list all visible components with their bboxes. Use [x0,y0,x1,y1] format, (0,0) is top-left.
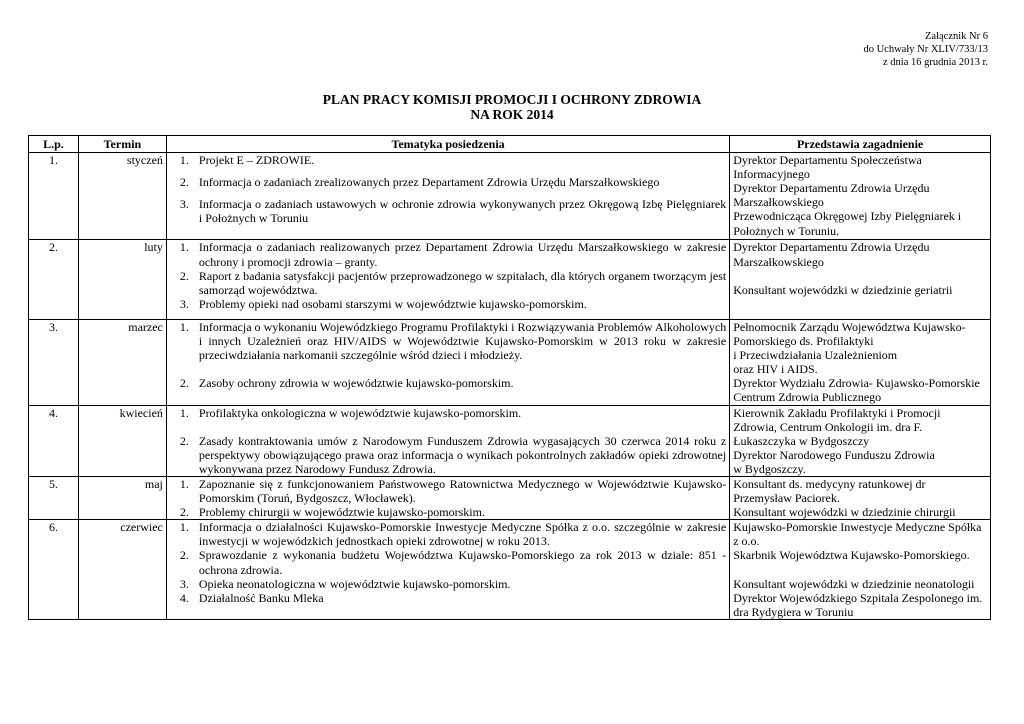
row-presenters [730,405,991,476]
list-item: 2. Raport z badania satysfakcji pacjentów przeprowadzonego w szpitalach, dla których organem tworzącym jest samorząd województwa. [179,268,727,297]
annex-number: Załącznik Nr 6 [925,31,988,42]
list-item: 1. Informacja o działalności Kujawsko-Pomorskie Inwestycje Medyczne Spółka z o.o. szczególnie w zakresie inwestycji w wojewódzkich jednostkach opieki zdrowotnej w roku 2013. [179,520,727,549]
row-topics [166,405,729,476]
annex-reference [863,30,988,69]
row-term: styczeń [78,153,166,240]
row-topics [166,240,729,319]
row-presenters [730,520,991,620]
presenter: i Przeciwdziałania Uzależnieniom [733,348,898,363]
presenter: Konsultant wojewódzki w dziedzinie geriatrii [733,282,953,297]
row-term: kwiecień [78,405,166,476]
list-item: 3. Informacja o zadaniach ustawowych w ochronie zdrowia wykonywanych przez Okręgową Izbę Pielęgniarek i Położnych w Toruniu [179,197,727,226]
row-number: 4. [29,405,79,476]
list-item: 2. Zasady kontraktowania umów z Narodowym Funduszem Zdrowia wygasających 30 czerwca 2014 roku z perspektywy obowiązującego prawa oraz informacja o wynikach pokontrolnych zakładów opieki zdrowotnej wykonywana przez Narodowy Fundusz Zdrowia. [179,433,727,476]
presenter: Dyrektor Wojewódzkiego Szpitala Zespolonego im. dra Rydygiera w Toruniu [733,590,983,619]
list-item: 3. Opieka neonatologiczna w województwie kujawsko-pomorskim. [179,576,511,591]
row-term: czerwiec [78,520,166,620]
annex-resolution: do Uchwały Nr XLIV/733/13 [863,44,988,55]
presenter: Dyrektor Departamentu Społeczeństwa Informacyjnego [733,153,922,182]
table-row [29,405,991,476]
row-topics [166,520,729,620]
row-presenters [730,240,991,319]
row-number: 2. [29,240,79,319]
row-number: 1. [29,153,79,240]
work-plan-table [28,135,991,620]
row-number: 6. [29,520,79,620]
row-number: 5. [29,476,79,519]
table-row [29,240,991,319]
list-item: 3. Problemy opieki nad osobami starszymi w województwie kujawsko-pomorskim. [179,296,587,311]
list-item: 1. Informacja o zadaniach realizowanych przez Departament Zdrowia Urzędu Marszałkowskiego w zakresie ochrony i promocji zdrowia – granty. [179,240,727,269]
presenter: Konsultant ds. medycyny ratunkowej dr Przemysław Paciorek. [733,476,926,506]
list-item: 2. Zasoby ochrony zdrowia w województwie kujawsko-pomorskim. [179,376,514,391]
title-line-2: NA ROK 2014 [470,107,554,122]
row-topics [166,153,729,240]
header-lp: L.p. [29,136,79,153]
page-title [0,92,1024,122]
presenter: Dyrektor Narodowego Funduszu Zdrowia [733,447,935,462]
presenter: Dyrektor Wydziału Zdrowia- Kujawsko-Pomorskie Centrum Zdrowia Publicznego [733,376,980,405]
presenter: Konsultant wojewódzki w dziedzinie neonatologii [733,576,975,591]
row-number: 3. [29,319,79,405]
table-row [29,319,991,405]
row-presenters [730,153,991,240]
annex-date: z dnia 16 grudnia 2013 r. [883,57,988,68]
table-row [29,520,991,620]
presenter: Dyrektor Departamentu Zdrowia Urzędu Marszałkowskiego [733,240,930,269]
list-item: 1. Profilaktyka onkologiczna w województwie kujawsko-pomorskim. [179,405,522,420]
row-presenters [730,476,991,519]
list-item: 2. Problemy chirurgii w województwie kujawsko-pomorskim. [179,505,485,520]
presenter: Kierownik Zakładu Profilaktyki i Promocji Zdrowia, Centrum Onkologii im. dra F. Łukaszczyka w Bydgoszczy [733,405,941,448]
row-term: luty [78,240,166,319]
title-line-1: PLAN PRACY KOMISJI PROMOCJI I OCHRONY ZDROWIA [322,92,702,107]
list-item: 2. Sprawozdanie z wykonania budżetu Województwa Kujawsko-Pomorskiego za rok 2013 w dziale: 851 - ochrona zdrowia. [179,548,727,577]
list-item: 1. Projekt E – ZDROWIE. [179,153,315,168]
table-header-row [29,136,991,153]
list-item: 1. Informacja o wykonaniu Wojewódzkiego Programu Profilaktyki i Rozwiązywania Problemów Alkoholowych i innych Uzależnień oraz HIV/AIDS w Województwie Kujawsko-Pomorskim w 2013 roku w zakresie przeciwdziałania narkomanii szczególnie wśród dzieci i młodzieży. [179,319,727,363]
list-item: 4. Działalność Banku Mleka [179,590,324,605]
list-item: 1. Zapoznanie się z funkcjonowaniem Państwowego Ratownictwa Medycznego w Województwie Kujawsko-Pomorskim (Toruń, Bydgoszcz, Włocławek). [179,476,727,506]
header-term: Termin [78,136,166,153]
presenter: Pełnomocnik Zarządu Województwa Kujawsko-Pomorskiego ds. Profilaktyki [733,319,966,349]
row-term: marzec [78,319,166,405]
row-topics [166,476,729,519]
presenter: Kujawsko-Pomorskie Inwestycje Medyczne Spółka z o.o. [733,520,982,549]
presenter: Przewodnicząca Okręgowej Izby Pielęgniarek i Położnych w Toruniu. [733,209,962,238]
presenter: w Bydgoszczy. [733,461,806,476]
list-item: 2. Informacja o zadaniach zrealizowanych przez Departament Zdrowia Urzędu Marszałkowskiego [179,175,660,190]
row-topics [166,319,729,405]
presenter: Skarbnik Województwa Kujawsko-Pomorskiego. [733,548,970,563]
presenter: oraz HIV i AIDS. [733,362,818,377]
header-presenter: Przedstawia zagadnienie [730,136,991,153]
presenter: Dyrektor Departamentu Zdrowia Urzędu Marszałkowskiego [733,181,930,210]
table-row [29,153,991,240]
table-row [29,476,991,519]
presenter: Konsultant wojewódzki w dziedzinie chirurgii [733,505,956,520]
header-topic: Tematyka posiedzenia [166,136,729,153]
row-presenters [730,319,991,405]
row-term: maj [78,476,166,519]
